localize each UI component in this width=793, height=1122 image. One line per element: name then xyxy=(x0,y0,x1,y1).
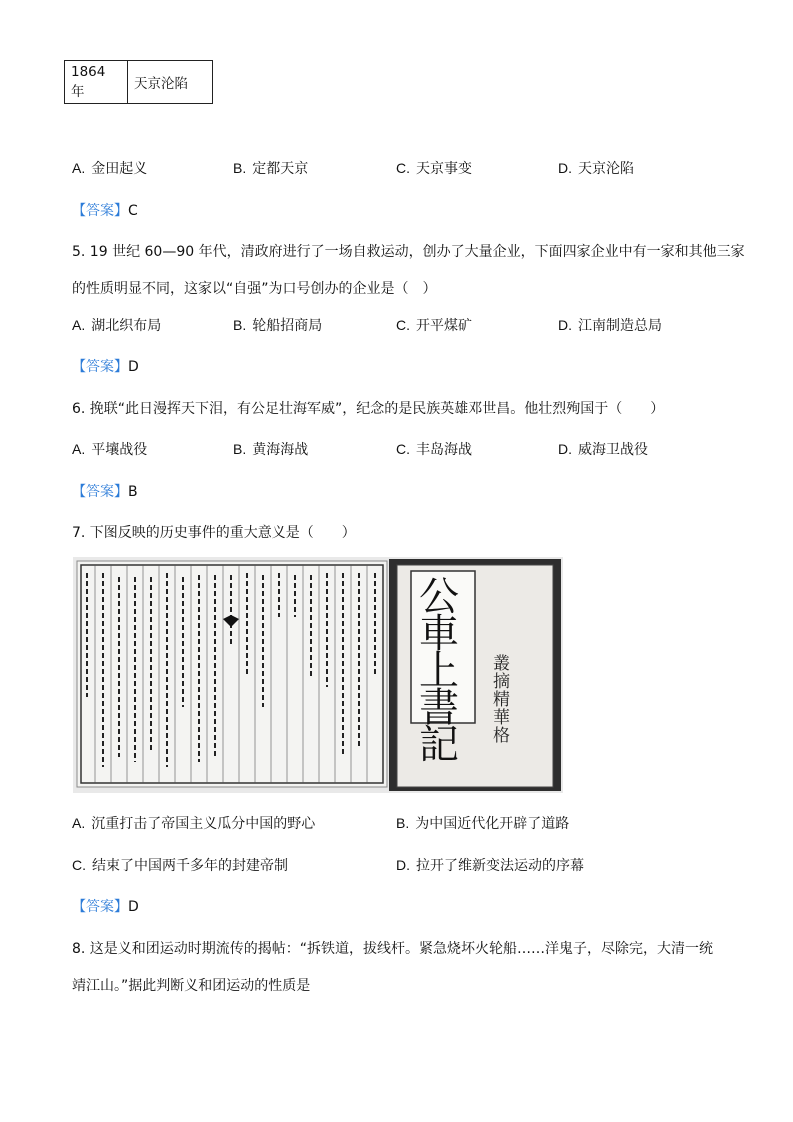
q4-option-c: C. 天京事变 xyxy=(396,160,472,177)
q7-answer: 【答案】D xyxy=(72,899,139,915)
q4-option-a: A. 金田起义 xyxy=(72,160,148,177)
q5-answer: 【答案】D xyxy=(72,359,139,375)
book-title: 公車上書記 xyxy=(419,574,459,768)
q5-option-d: D. 江南制造总局 xyxy=(558,317,662,334)
q5-option-a: A. 湖北织布局 xyxy=(72,317,162,334)
q7-option-d: D. 拉开了维新变法运动的序幕 xyxy=(396,857,584,874)
event-cell: 天京沦陷 xyxy=(128,61,213,104)
historical-document-image xyxy=(73,557,563,793)
q6-question-line1: 6. 挽联“此日漫挥天下泪，有公足壮海军威”，纪念的是民族英雄邓世昌。他壮烈殉国于（ ） xyxy=(72,401,665,417)
q6-answer: 【答案】B xyxy=(72,484,138,500)
event-table xyxy=(64,60,213,104)
q7-option-a: A. 沉重打击了帝国主义瓜分中国的野心 xyxy=(72,815,316,832)
year-cell: 1864 年 xyxy=(65,61,128,104)
q7-option-c: C. 结束了中国两千多年的封建帝制 xyxy=(72,857,288,874)
q7-option-b: B. 为中国近代化开辟了道路 xyxy=(396,815,570,832)
q5-option-c: C. 开平煤矿 xyxy=(396,317,472,334)
q8-question-line1: 8. 这是义和团运动时期流传的揭帖：“拆铁道，拔线杆。紧急烧坏火轮船……洋鬼子，尽除完，大清一统 xyxy=(72,941,714,957)
q6-option-a: A. 平壤战役 xyxy=(72,441,148,458)
q8-question-line2: 靖江山。”据此判断义和团运动的性质是 xyxy=(72,978,311,994)
q4-answer: 【答案】C xyxy=(72,203,138,219)
book-subtitle: 叢摘精華格 xyxy=(493,654,510,746)
q4-option-d: D. 天京沦陷 xyxy=(558,160,634,177)
q6-option-c: C. 丰岛海战 xyxy=(396,441,472,458)
q5-option-b: B. 轮船招商局 xyxy=(233,317,323,334)
q4-option-b: B. 定都天京 xyxy=(233,160,309,177)
q6-option-d: D. 威海卫战役 xyxy=(558,441,648,458)
q5-question-line2: 的性质明显不同，这家以“自强”为口号创办的企业是（ ） xyxy=(72,281,437,297)
q5-question-line1: 5. 19 世纪 60—90 年代，清政府进行了一场自救运动，创办了大量企业，下面四家企业中有一家和其他三家 xyxy=(72,244,745,260)
document-scan-illustration xyxy=(73,557,563,793)
table-row xyxy=(65,61,213,104)
q6-option-b: B. 黄海海战 xyxy=(233,441,309,458)
q7-question-line1: 7. 下图反映的历史事件的重大意义是（ ） xyxy=(72,525,356,541)
